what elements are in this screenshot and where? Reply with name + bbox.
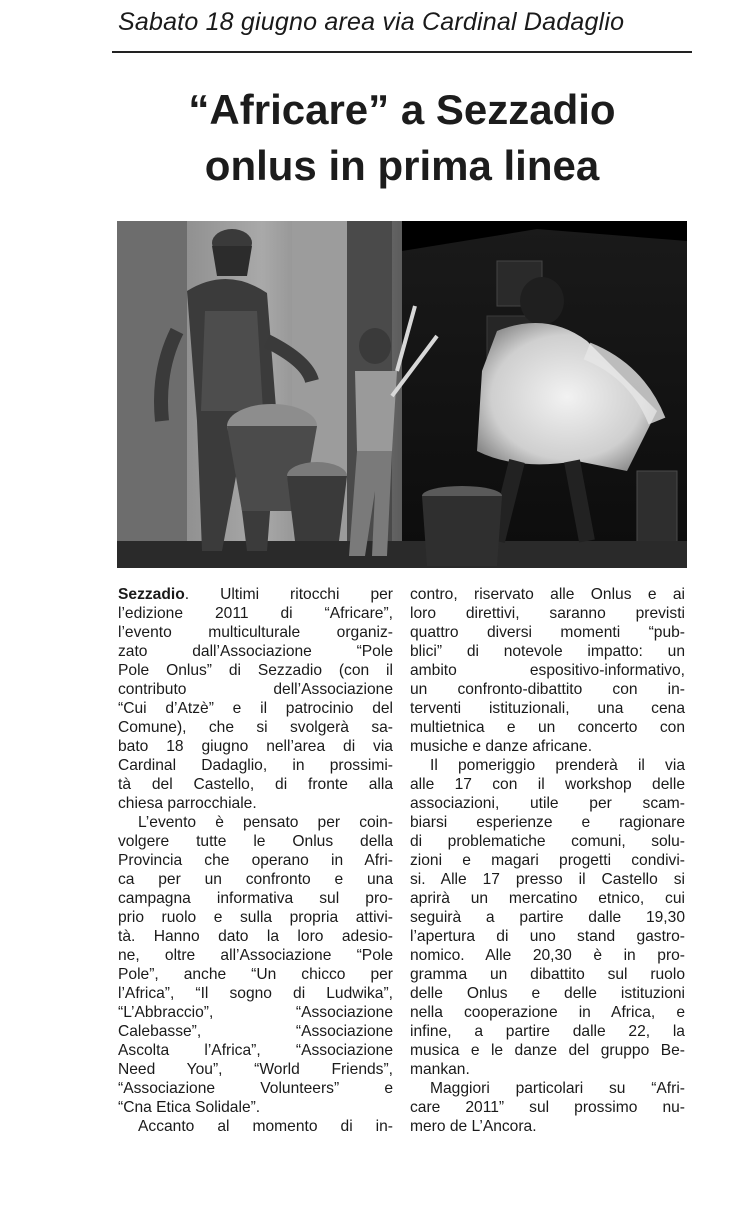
article-line: aprirà un mercatino etnico, cui bbox=[410, 890, 685, 907]
article-column-1 bbox=[118, 585, 393, 1136]
article-line: tà del Castello, di fronte alla bbox=[118, 776, 393, 793]
article-line: Cardinal Dadaglio, in prossimi- bbox=[118, 757, 393, 774]
article-line: zato dall’Associazione “Pole bbox=[118, 643, 393, 660]
article-line: chiesa parrocchiale. bbox=[118, 795, 257, 812]
photo-drummers-dancer-icon bbox=[117, 221, 687, 568]
article-line: Accanto al momento di in- bbox=[138, 1118, 393, 1135]
article-line: un confronto-dibattito con in- bbox=[410, 681, 685, 698]
article-line: associazioni, utile per scam- bbox=[410, 795, 685, 812]
article-line: Sezzadio. Ultimi ritocchi per bbox=[118, 586, 393, 603]
article-line: nella cooperazione in Africa, e bbox=[410, 1004, 685, 1021]
headline-line-1: “Africare” a Sezzadio bbox=[188, 86, 616, 133]
headline-line-2: onlus in prima linea bbox=[204, 142, 600, 189]
article-line: Comune), che si svolgerà sa- bbox=[118, 719, 393, 736]
article-line: ne, oltre all’Associazione “Pole bbox=[118, 947, 393, 964]
article-line: terventi istituzionali, una cena bbox=[410, 700, 685, 717]
article-line: Calebasse”, “Associazione bbox=[118, 1023, 393, 1040]
article-line: Maggiori particolari su “Afri- bbox=[430, 1080, 685, 1097]
article-line: infine, a partire dalle 22, la bbox=[410, 1023, 685, 1040]
article-line: loro direttivi, saranno previsti bbox=[410, 605, 685, 622]
article-line: di problematiche comuni, solu- bbox=[410, 833, 685, 850]
article-line: biarsi esperienze e ragionare bbox=[410, 814, 685, 831]
article-line: l’evento multiculturale organiz- bbox=[118, 624, 393, 641]
article-line: “Cui d’Atzè” e il patrocinio del bbox=[118, 700, 393, 717]
article-line: mero de L’Ancora. bbox=[410, 1118, 537, 1135]
article-line: zioni e magari progetti condivi- bbox=[410, 852, 685, 869]
article-line: “Cna Etica Solidale”. bbox=[118, 1099, 261, 1116]
article-line: delle Onlus e delle istituzioni bbox=[410, 985, 685, 1002]
article-line: Pole Onlus” di Sezzadio (con il bbox=[118, 662, 393, 679]
article-line: contro, riservato alle Onlus e ai bbox=[410, 586, 685, 603]
article-photo bbox=[117, 221, 687, 568]
article-line: “Associazione Volunteers” e bbox=[118, 1080, 393, 1097]
article-line: si. Alle 17 presso il Castello si bbox=[410, 871, 685, 888]
article-line: quattro diversi momenti “pub- bbox=[410, 624, 685, 641]
headline bbox=[112, 82, 692, 194]
article-line: musica e le danze del gruppo Be- bbox=[410, 1042, 685, 1059]
article-line: nomico. Alle 20,30 è in pro- bbox=[410, 947, 685, 964]
article-line: l’Africa”, “Il sogno di Ludwika”, bbox=[118, 985, 393, 1002]
article-column-2 bbox=[410, 585, 685, 1136]
article-line: bato 18 giugno nell’area di via bbox=[118, 738, 393, 755]
article-line: blici” di notevole impatto: un bbox=[410, 643, 685, 660]
article-line: ca per un confronto e una bbox=[118, 871, 393, 888]
article-line: Provincia che operano in Afri- bbox=[118, 852, 393, 869]
article-line: musiche e danze africane. bbox=[410, 738, 593, 755]
article-line: Ascolta l’Africa”, “Associazione bbox=[118, 1042, 393, 1059]
article-line: “L’Abbraccio”, “Associazione bbox=[118, 1004, 393, 1021]
article-line: l’edizione 2011 di “Africare”, bbox=[118, 605, 393, 622]
article-line: L’evento è pensato per coin- bbox=[138, 814, 393, 831]
article-line: mankan. bbox=[410, 1061, 470, 1078]
dateline: Sezzadio bbox=[118, 586, 185, 603]
article-line: Il pomeriggio prenderà il via bbox=[430, 757, 685, 774]
article-line: seguirà a partire dalle 19,30 bbox=[410, 909, 685, 926]
kicker-rule bbox=[112, 51, 692, 53]
article-line: Need You”, “World Friends”, bbox=[118, 1061, 393, 1078]
article-line: multietnica e un concerto con bbox=[410, 719, 685, 736]
article-line: tà. Hanno dato la loro adesio- bbox=[118, 928, 393, 945]
kicker: Sabato 18 giugno area via Cardinal Dadaglio bbox=[118, 8, 625, 36]
article-line: care 2011” sul prossimo nu- bbox=[410, 1099, 685, 1116]
article-line: Pole”, anche “Un chicco per bbox=[118, 966, 393, 983]
article-line: prio ruolo e sulla propria attivi- bbox=[118, 909, 393, 926]
article-line: alle 17 con il workshop delle bbox=[410, 776, 685, 793]
article-line: gramma un dibattito sul ruolo bbox=[410, 966, 685, 983]
article-line: ambito espositivo-informativo, bbox=[410, 662, 685, 679]
article-line: contributo dell’Associazione bbox=[118, 681, 393, 698]
article-line: l’apertura di uno stand gastro- bbox=[410, 928, 685, 945]
article-line: campagna informativa sul pro- bbox=[118, 890, 393, 907]
article-line: volgere tutte le Onlus della bbox=[118, 833, 393, 850]
